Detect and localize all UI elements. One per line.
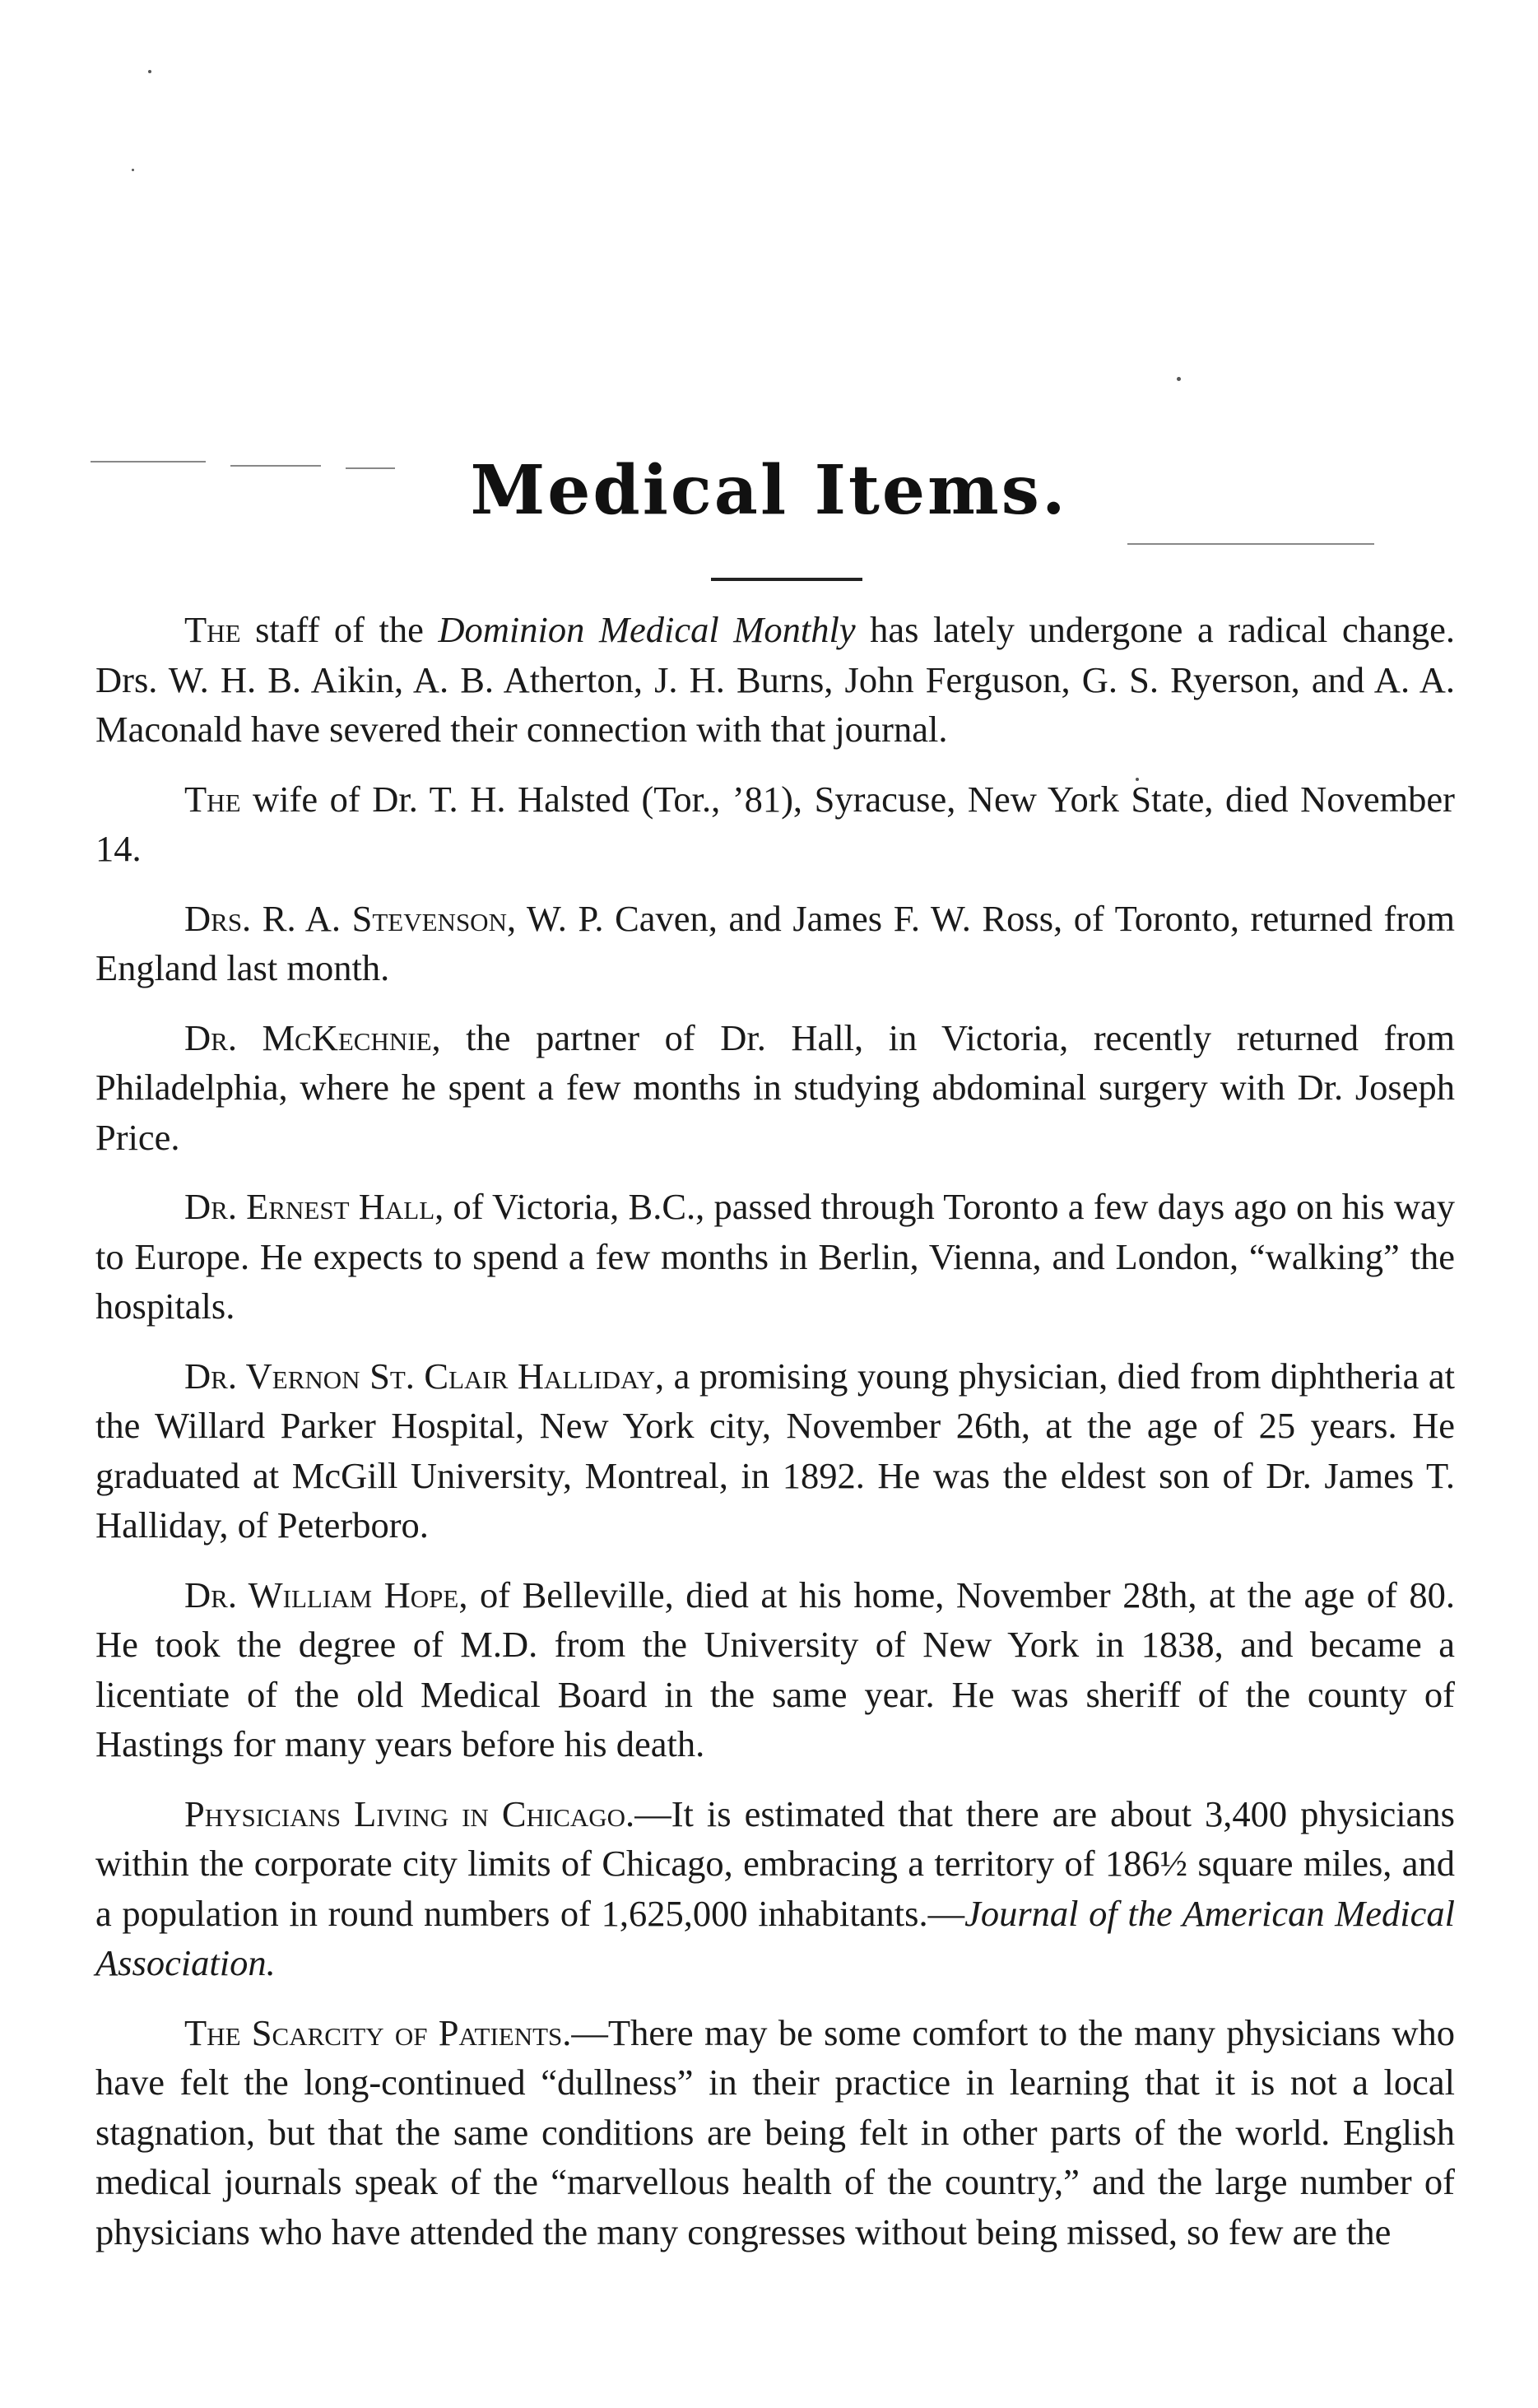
paragraph-lead: Drs. R. A. Stevenson, bbox=[184, 897, 517, 939]
title-rule bbox=[711, 578, 862, 581]
journal-citation: Journal of the American Medical Association. bbox=[95, 1892, 1455, 1983]
paragraph-lead: The bbox=[184, 609, 241, 650]
paragraph-text: wife of Dr. T. H. Halsted (Tor., ’81), Syracuse, New York State, died November 14. bbox=[95, 778, 1455, 869]
paragraph-halliday bbox=[95, 1351, 1455, 1550]
paragraph-william-hope bbox=[95, 1570, 1455, 1769]
paragraph-text: of Belleville, died at his home, November 28th, at the age of 80. He took the degree of M.D. from the University of New York in 1838, and became a licentiate of the old Medical Board in the same year. He was sheriff of the county of Hastings for many years before his death. bbox=[95, 1574, 1455, 1764]
paragraph-halsted bbox=[95, 774, 1455, 874]
paragraph-lead: Dr. Ernest Hall, bbox=[184, 1186, 444, 1227]
paragraph-text: has lately undergone a radical change. Drs. W. H. B. Aikin, A. B. Atherton, J. H. Burns, John Ferguson, G. S. Ryerson, and A. A. Maconald have severed their connection with that journal. bbox=[95, 609, 1455, 750]
paragraph-text: W. P. Caven, and James F. W. Ross, of Toronto, returned from England last month. bbox=[95, 897, 1455, 988]
paragraph-lead: Physicians Living in Chicago. bbox=[184, 1792, 635, 1834]
paragraph-scarcity bbox=[95, 2008, 1455, 2257]
paragraph-ernest-hall bbox=[95, 1182, 1455, 1332]
scan-speck bbox=[132, 169, 134, 171]
page-title: Medical Items. bbox=[470, 451, 1068, 530]
paragraph-lead: The Scarcity of Patients. bbox=[184, 2011, 572, 2053]
paragraph-text: of Victoria, B.C., passed through Toronto a few days ago on his way to Europe. He expects to spend a few months in Berlin, Vienna, and London, “walking” the hospitals. bbox=[95, 1186, 1455, 1327]
paragraph-lead: Dr. William Hope, bbox=[184, 1574, 468, 1615]
paragraph-mckechnie bbox=[95, 1013, 1455, 1163]
paragraph-text: a promising young physician, died from diphtheria at the Willard Parker Hospital, New York city, November 26th, at the age of 25 years. He graduated at McGill University, Montreal, in 1892. He was the eldest son of Dr. James T. Halliday, of Peterboro. bbox=[95, 1355, 1455, 1546]
paragraph-lead: Dr. Vernon St. Clair Halliday, bbox=[184, 1355, 665, 1397]
paragraph-text: —It is estimated that there are about 3,400 physicians within the corporate city limits of Chicago, embracing a territory of 186½ square miles, and a population in round numbers of 1,625,000 inhabitants.— bbox=[95, 1792, 1455, 1934]
paragraph-stevenson bbox=[95, 894, 1455, 993]
paragraph-chicago bbox=[95, 1789, 1455, 1988]
scan-speck bbox=[1177, 377, 1181, 381]
scan-speck bbox=[148, 70, 151, 73]
paragraph-staff-change bbox=[95, 605, 1455, 755]
paragraph-lead: Dr. McKechnie, bbox=[184, 1016, 441, 1058]
paragraph-text: —There may be some comfort to the many physicians who have felt the long-continued “dullness” in their practice in learning that it is not a local stagnation, but that the same conditions are being felt in other parts of the world. English medical journals speak of the “marvellous health of the country,” and the large number of physicians who have attended the many congresses without being missed, so few are the bbox=[95, 2011, 1456, 2252]
journal-title: Dominion Medical Monthly bbox=[438, 609, 856, 650]
paragraph-text: the partner of Dr. Hall, in Victoria, recently returned from Philadelphia, where he spent a few months in studying abdominal surgery with Dr. Joseph Price. bbox=[95, 1016, 1455, 1158]
article-body bbox=[95, 605, 1455, 2276]
paragraph-lead: The bbox=[184, 778, 241, 820]
paragraph-text: staff of the bbox=[240, 609, 439, 650]
scan-mark bbox=[1127, 543, 1374, 545]
